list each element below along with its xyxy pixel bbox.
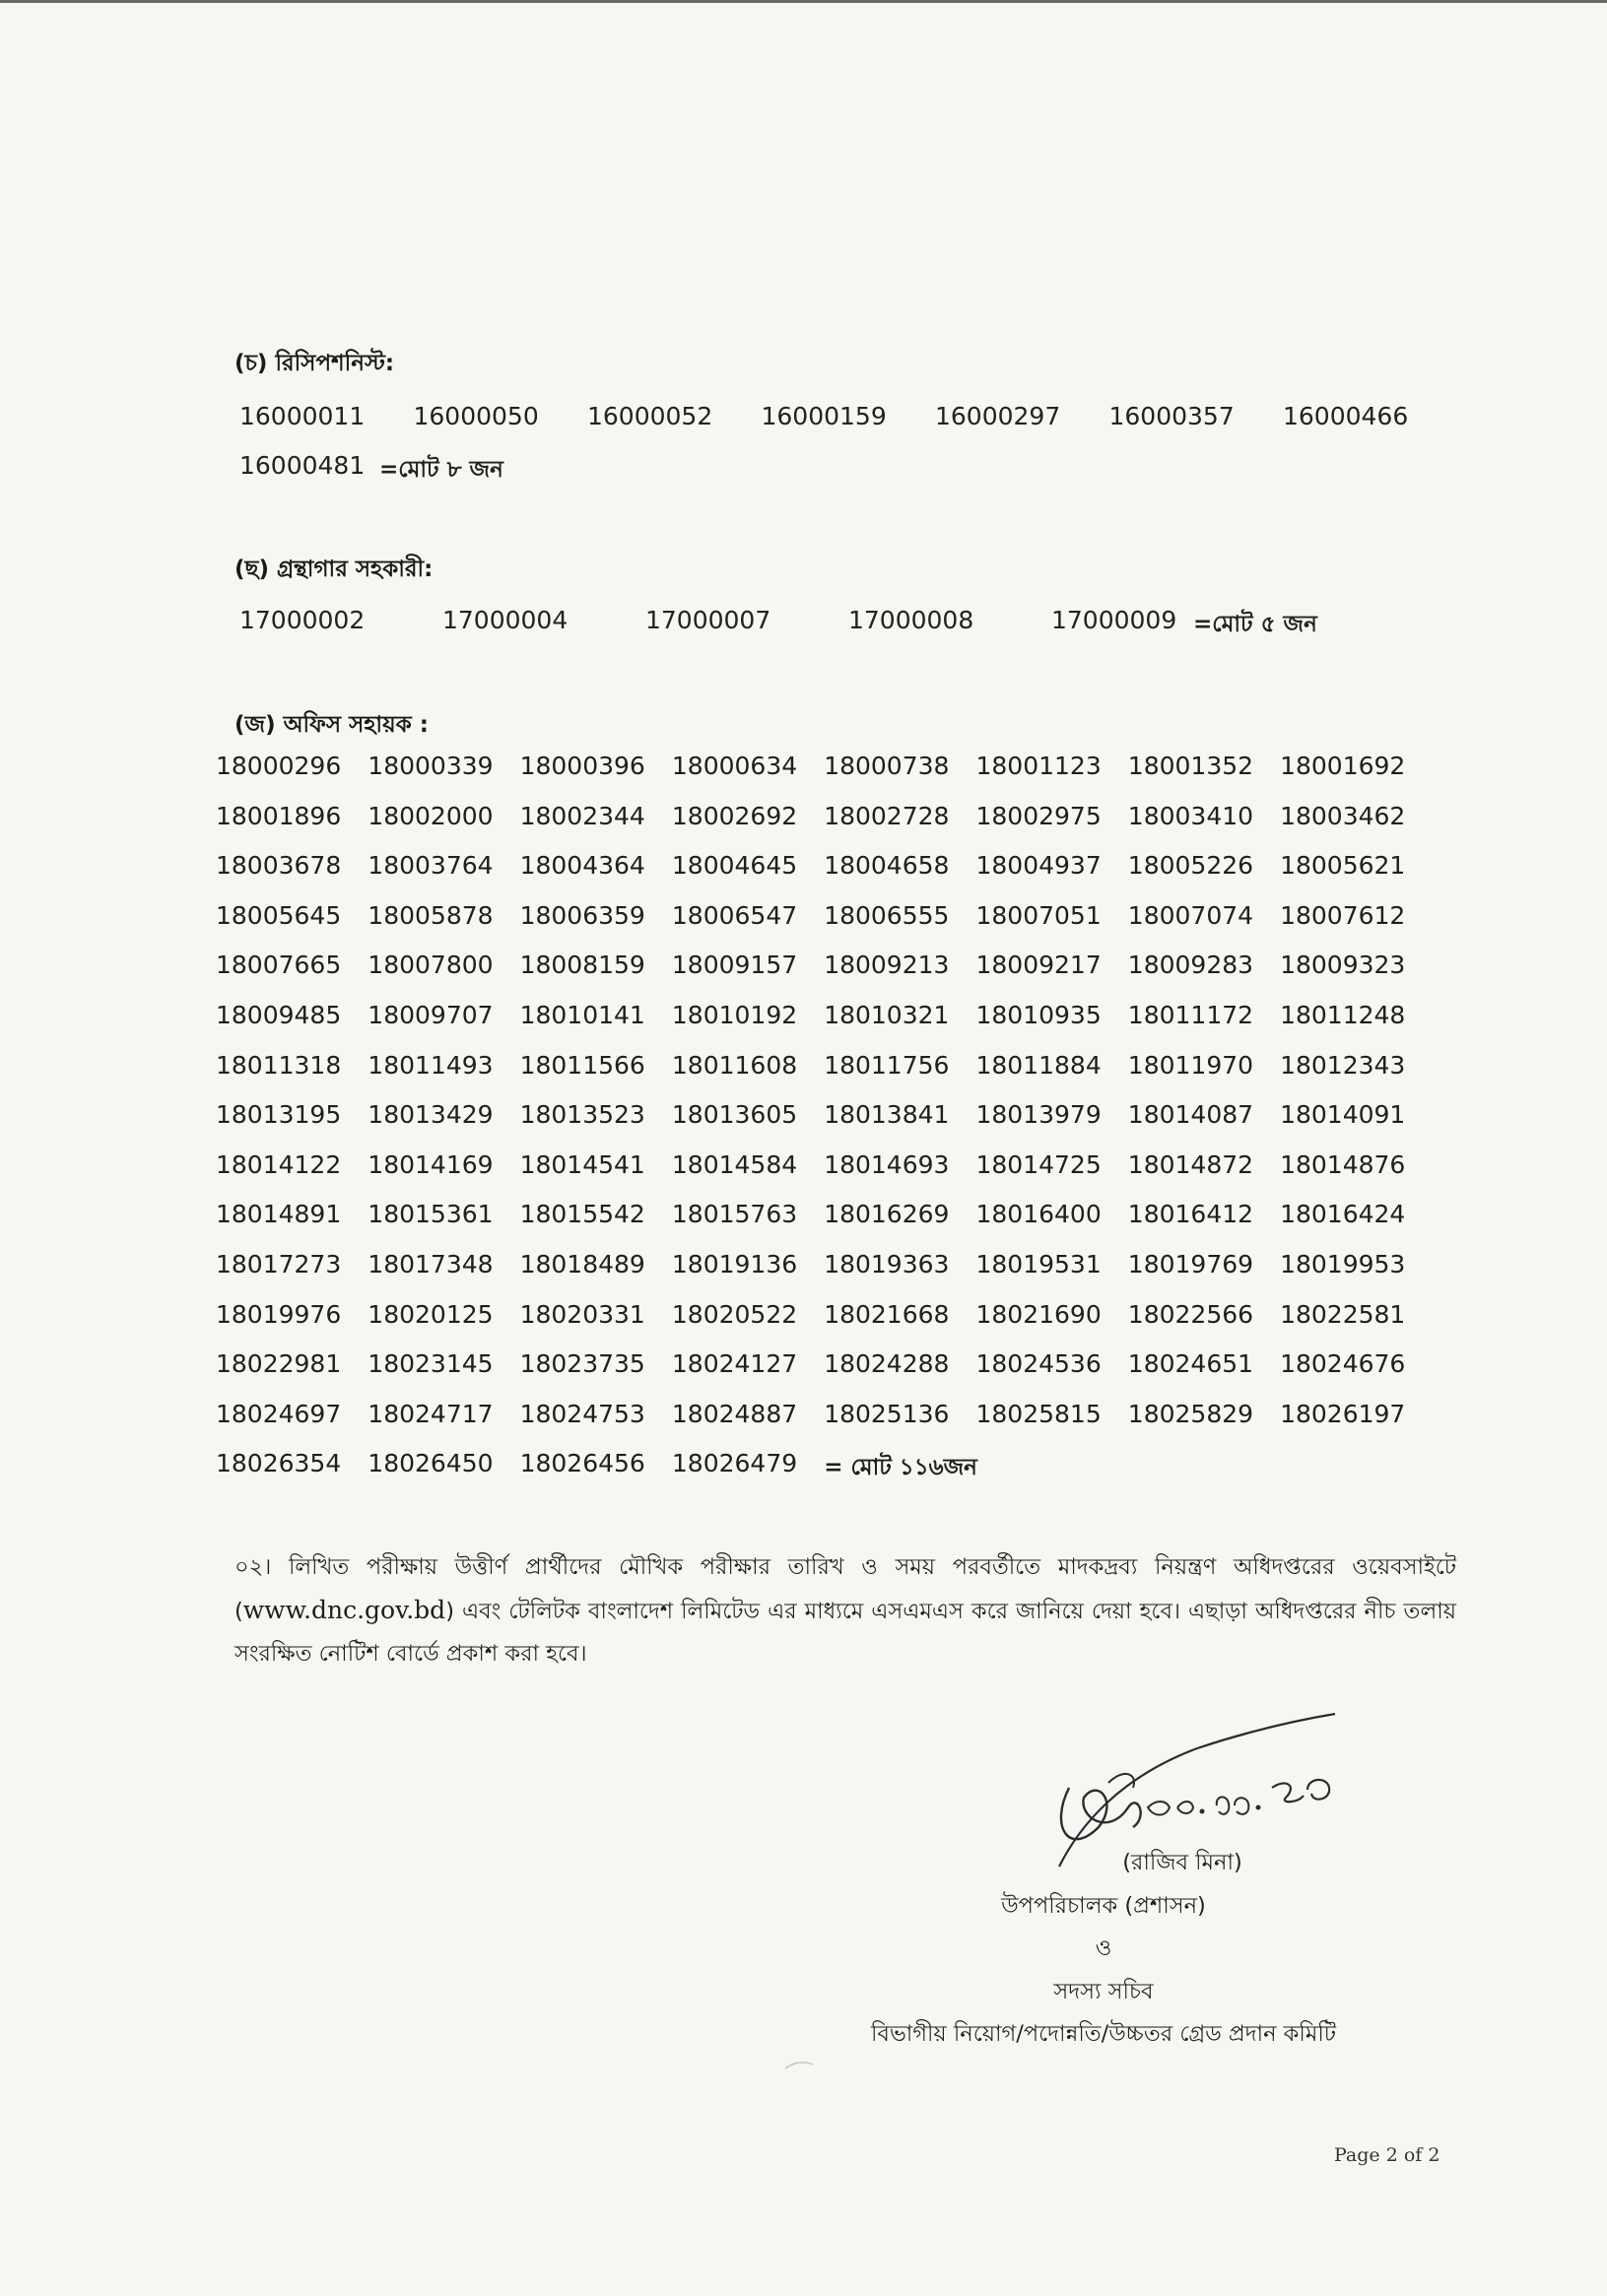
roll-number: 18001352	[1127, 752, 1254, 780]
roll-row	[216, 1200, 1428, 1250]
roll-number: 18024697	[216, 1399, 342, 1428]
roll-number: 18026456	[519, 1449, 645, 1478]
roll-number: 18015542	[519, 1200, 645, 1229]
roll-number: 18011756	[824, 1050, 950, 1080]
roll-number: 18005621	[1280, 851, 1406, 881]
roll-number: 17000008	[848, 606, 974, 634]
roll-row	[216, 901, 1428, 951]
roll-number: 18000296	[216, 752, 342, 780]
section-total: =মোট ৫ জন	[1193, 612, 1317, 637]
roll-number: 18015763	[671, 1200, 798, 1229]
roll-number: 18001692	[1280, 752, 1406, 780]
roll-row	[216, 1300, 1428, 1350]
roll-number: 18009217	[975, 951, 1102, 980]
notice-paragraph	[234, 1546, 1456, 1675]
roll-number: 18019136	[671, 1249, 798, 1279]
roll-number: 18014584	[671, 1149, 798, 1179]
roll-row	[216, 851, 1428, 901]
receptionist-row-2	[239, 451, 732, 481]
signatory-block	[808, 1842, 1399, 2057]
roll-number: 16000297	[935, 402, 1061, 430]
roll-number: 18019976	[216, 1299, 342, 1329]
roll-number: 18004658	[824, 851, 950, 881]
roll-number: 18004645	[671, 851, 798, 881]
roll-number: 16000050	[413, 402, 539, 430]
roll-number: 18002692	[671, 801, 798, 830]
roll-number: 18009707	[368, 1000, 494, 1029]
roll-number: 16000481	[239, 451, 366, 480]
roll-number: 18024717	[368, 1399, 494, 1428]
receptionist-row-1	[239, 402, 1441, 431]
roll-number: 18007665	[216, 951, 342, 980]
roll-number: 18025815	[975, 1399, 1102, 1428]
roll-number: 18023145	[368, 1349, 494, 1379]
roll-number: 18005645	[216, 900, 342, 930]
roll-number: 18017273	[216, 1249, 342, 1279]
section-total: = মোট ১১৬জন	[824, 1455, 977, 1481]
roll-row	[216, 1400, 1428, 1450]
roll-number: 18016424	[1280, 1200, 1406, 1229]
roll-number: 18009283	[1127, 951, 1254, 980]
roll-number: 18014169	[368, 1149, 494, 1179]
signatory-name: (রাজিব মিনা)	[1122, 1850, 1242, 1875]
signatory-designation: উপপরিচালক (প্রশাসন)	[1001, 1892, 1206, 1919]
roll-number: 18020331	[519, 1299, 645, 1329]
roll-number: 18011248	[1280, 1000, 1406, 1029]
roll-number: 18013429	[368, 1100, 494, 1130]
roll-number: 18019531	[975, 1249, 1102, 1279]
roll-number: 18009157	[671, 951, 798, 980]
roll-number: 18023735	[519, 1349, 645, 1379]
roll-number: 16000011	[239, 402, 366, 430]
notice-text-part-1: ০২। লিখিত পরীক্ষায় উত্তীর্ণ প্রার্থীদের মৌখিক পরীক্ষার তারিখ ও সময় পরবর্তীতে মাদকদ্রব্য নিয়ন্ত্রণ অধিদপ্তরের ওয়েবসাইটে (	[234, 1554, 1456, 1624]
roll-number: 18013841	[824, 1100, 950, 1130]
roll-number: 18026354	[216, 1449, 342, 1478]
roll-number: 18007612	[1280, 900, 1406, 930]
roll-number: 18010935	[975, 1000, 1102, 1029]
signatory-conjunction: ও	[1095, 1935, 1112, 1961]
roll-number: 18011318	[216, 1050, 342, 1080]
roll-number: 18009323	[1280, 951, 1406, 980]
roll-number: 18013979	[975, 1100, 1102, 1130]
page-number: Page 2 of 2	[1334, 2144, 1440, 2166]
roll-number: 18009213	[824, 951, 950, 980]
roll-number: 17000004	[442, 606, 569, 634]
roll-row	[216, 1051, 1428, 1101]
roll-number: 18014693	[824, 1149, 950, 1179]
roll-number: 18020522	[671, 1299, 798, 1329]
library-assistant-row-1	[239, 606, 1441, 635]
roll-row	[216, 1100, 1428, 1150]
roll-number: 18005878	[368, 900, 494, 930]
signatory-committee: বিভাগীয় নিয়োগ/পদোন্নতি/উচ্চতর গ্রেড প্রদান কমিটি	[870, 2021, 1337, 2047]
roll-number: 18015361	[368, 1200, 494, 1229]
roll-number: 18014091	[1280, 1100, 1406, 1130]
roll-number: 18002000	[368, 801, 494, 830]
roll-number: 18001123	[975, 752, 1102, 780]
roll-number: 18019363	[824, 1249, 950, 1279]
roll-number: 18021690	[975, 1299, 1102, 1329]
roll-number: 18014087	[1127, 1100, 1254, 1130]
roll-number: 18018489	[519, 1249, 645, 1279]
roll-number: 18019769	[1127, 1249, 1254, 1279]
roll-number: 18008159	[519, 951, 645, 980]
roll-row	[216, 1449, 1428, 1499]
roll-number: 18022581	[1280, 1299, 1406, 1329]
roll-number: 18005226	[1127, 851, 1254, 881]
office-assistant-roll-grid	[216, 752, 1428, 1499]
roll-row	[216, 1250, 1428, 1300]
roll-number: 18000738	[824, 752, 950, 780]
roll-row	[216, 802, 1428, 852]
roll-number: 18000339	[368, 752, 494, 780]
roll-number: 18013195	[216, 1100, 342, 1130]
roll-number: 18009485	[216, 1000, 342, 1029]
stray-pen-mark	[783, 2049, 823, 2078]
roll-number: 18004364	[519, 851, 645, 881]
section-heading-library-assistant: (ছ) গ্রন্থাগার সহকারী:	[234, 557, 434, 582]
roll-number: 18014876	[1280, 1149, 1406, 1179]
roll-number: 18010141	[519, 1000, 645, 1029]
roll-number: 18016400	[975, 1200, 1102, 1229]
roll-number: 16000357	[1108, 402, 1235, 430]
roll-number: 18019953	[1280, 1249, 1406, 1279]
roll-number: 18006547	[671, 900, 798, 930]
roll-number: 18024127	[671, 1349, 798, 1379]
roll-row	[216, 752, 1428, 802]
roll-number: 18010321	[824, 1000, 950, 1029]
roll-number: 18024288	[824, 1349, 950, 1379]
roll-number: 18026450	[368, 1449, 494, 1478]
roll-number: 18002344	[519, 801, 645, 830]
roll-number: 18011172	[1127, 1000, 1254, 1029]
notice-text-part-2: ) এবং টেলিটক বাংলাদেশ লিমিটেড এর মাধ্যমে এসএমএস করে জানিয়ে দেয়া হবে। এছাড়া অধিদপ্তরের নীচ তলায় সংরক্ষিত নোটিশ বোর্ডে প্রকাশ করা হবে।	[234, 1599, 1456, 1667]
roll-number: 18014725	[975, 1149, 1102, 1179]
roll-number: 18002975	[975, 801, 1102, 830]
roll-number: 18026197	[1280, 1399, 1406, 1428]
section-heading-office-assistant: (জ) অফিস সহায়ক :	[234, 712, 429, 738]
roll-number: 18011884	[975, 1050, 1102, 1080]
roll-number: 16000159	[761, 402, 887, 430]
roll-number: 18017348	[368, 1249, 494, 1279]
roll-number: 18010192	[671, 1000, 798, 1029]
roll-number: 17000007	[645, 606, 771, 634]
roll-row	[216, 1001, 1428, 1051]
roll-number: 18022981	[216, 1349, 342, 1379]
roll-number: 18007074	[1127, 900, 1254, 930]
roll-number: 18007051	[975, 900, 1102, 930]
roll-number: 18014122	[216, 1149, 342, 1179]
roll-number: 18024651	[1127, 1349, 1254, 1379]
roll-number: 18003764	[368, 851, 494, 881]
website-link[interactable]: www.dnc.gov.bd	[242, 1596, 446, 1624]
roll-number: 18012343	[1280, 1050, 1406, 1080]
roll-number: 18016269	[824, 1200, 950, 1229]
roll-number: 18026479	[671, 1449, 798, 1478]
roll-number: 18013605	[671, 1100, 798, 1130]
roll-number: 18011493	[368, 1050, 494, 1080]
roll-number: 18004937	[975, 851, 1102, 881]
roll-number: 18000634	[671, 752, 798, 780]
roll-number: 18000396	[519, 752, 645, 780]
roll-number: 18006359	[519, 900, 645, 930]
roll-number: 18024887	[671, 1399, 798, 1428]
roll-number: 18020125	[368, 1299, 494, 1329]
roll-number: 18011566	[519, 1050, 645, 1080]
roll-number: 18003410	[1127, 801, 1254, 830]
roll-number: 18022566	[1127, 1299, 1254, 1329]
roll-row	[216, 1349, 1428, 1400]
roll-number: 17000002	[239, 606, 366, 634]
section-total: =মোট ৮ জন	[379, 457, 503, 483]
roll-number: 18001896	[216, 801, 342, 830]
roll-number: 18016412	[1127, 1200, 1254, 1229]
roll-number: 18024536	[975, 1349, 1102, 1379]
roll-number: 18002728	[824, 801, 950, 830]
roll-number: 18024753	[519, 1399, 645, 1428]
roll-number: 18025136	[824, 1399, 950, 1428]
roll-number: 18014891	[216, 1200, 342, 1229]
roll-number: 17000009	[1051, 606, 1177, 634]
roll-number: 18007800	[368, 951, 494, 980]
roll-number: 16000466	[1283, 402, 1409, 430]
roll-row	[216, 1150, 1428, 1201]
roll-number: 18024676	[1280, 1349, 1406, 1379]
roll-number: 18014872	[1127, 1149, 1254, 1179]
roll-number: 18014541	[519, 1149, 645, 1179]
roll-number: 18011970	[1127, 1050, 1254, 1080]
signatory-role: সদস্য সচিব	[1053, 1978, 1154, 2004]
roll-number: 18025829	[1127, 1399, 1254, 1428]
roll-number: 18021668	[824, 1299, 950, 1329]
roll-number: 18003678	[216, 851, 342, 881]
roll-number: 18011608	[671, 1050, 798, 1080]
roll-number: 18013523	[519, 1100, 645, 1130]
section-heading-receptionist: (চ) রিসিপশনিস্ট:	[234, 351, 395, 376]
roll-number: 18003462	[1280, 801, 1406, 830]
roll-number: 16000052	[587, 402, 713, 430]
roll-row	[216, 951, 1428, 1001]
roll-number: 18006555	[824, 900, 950, 930]
